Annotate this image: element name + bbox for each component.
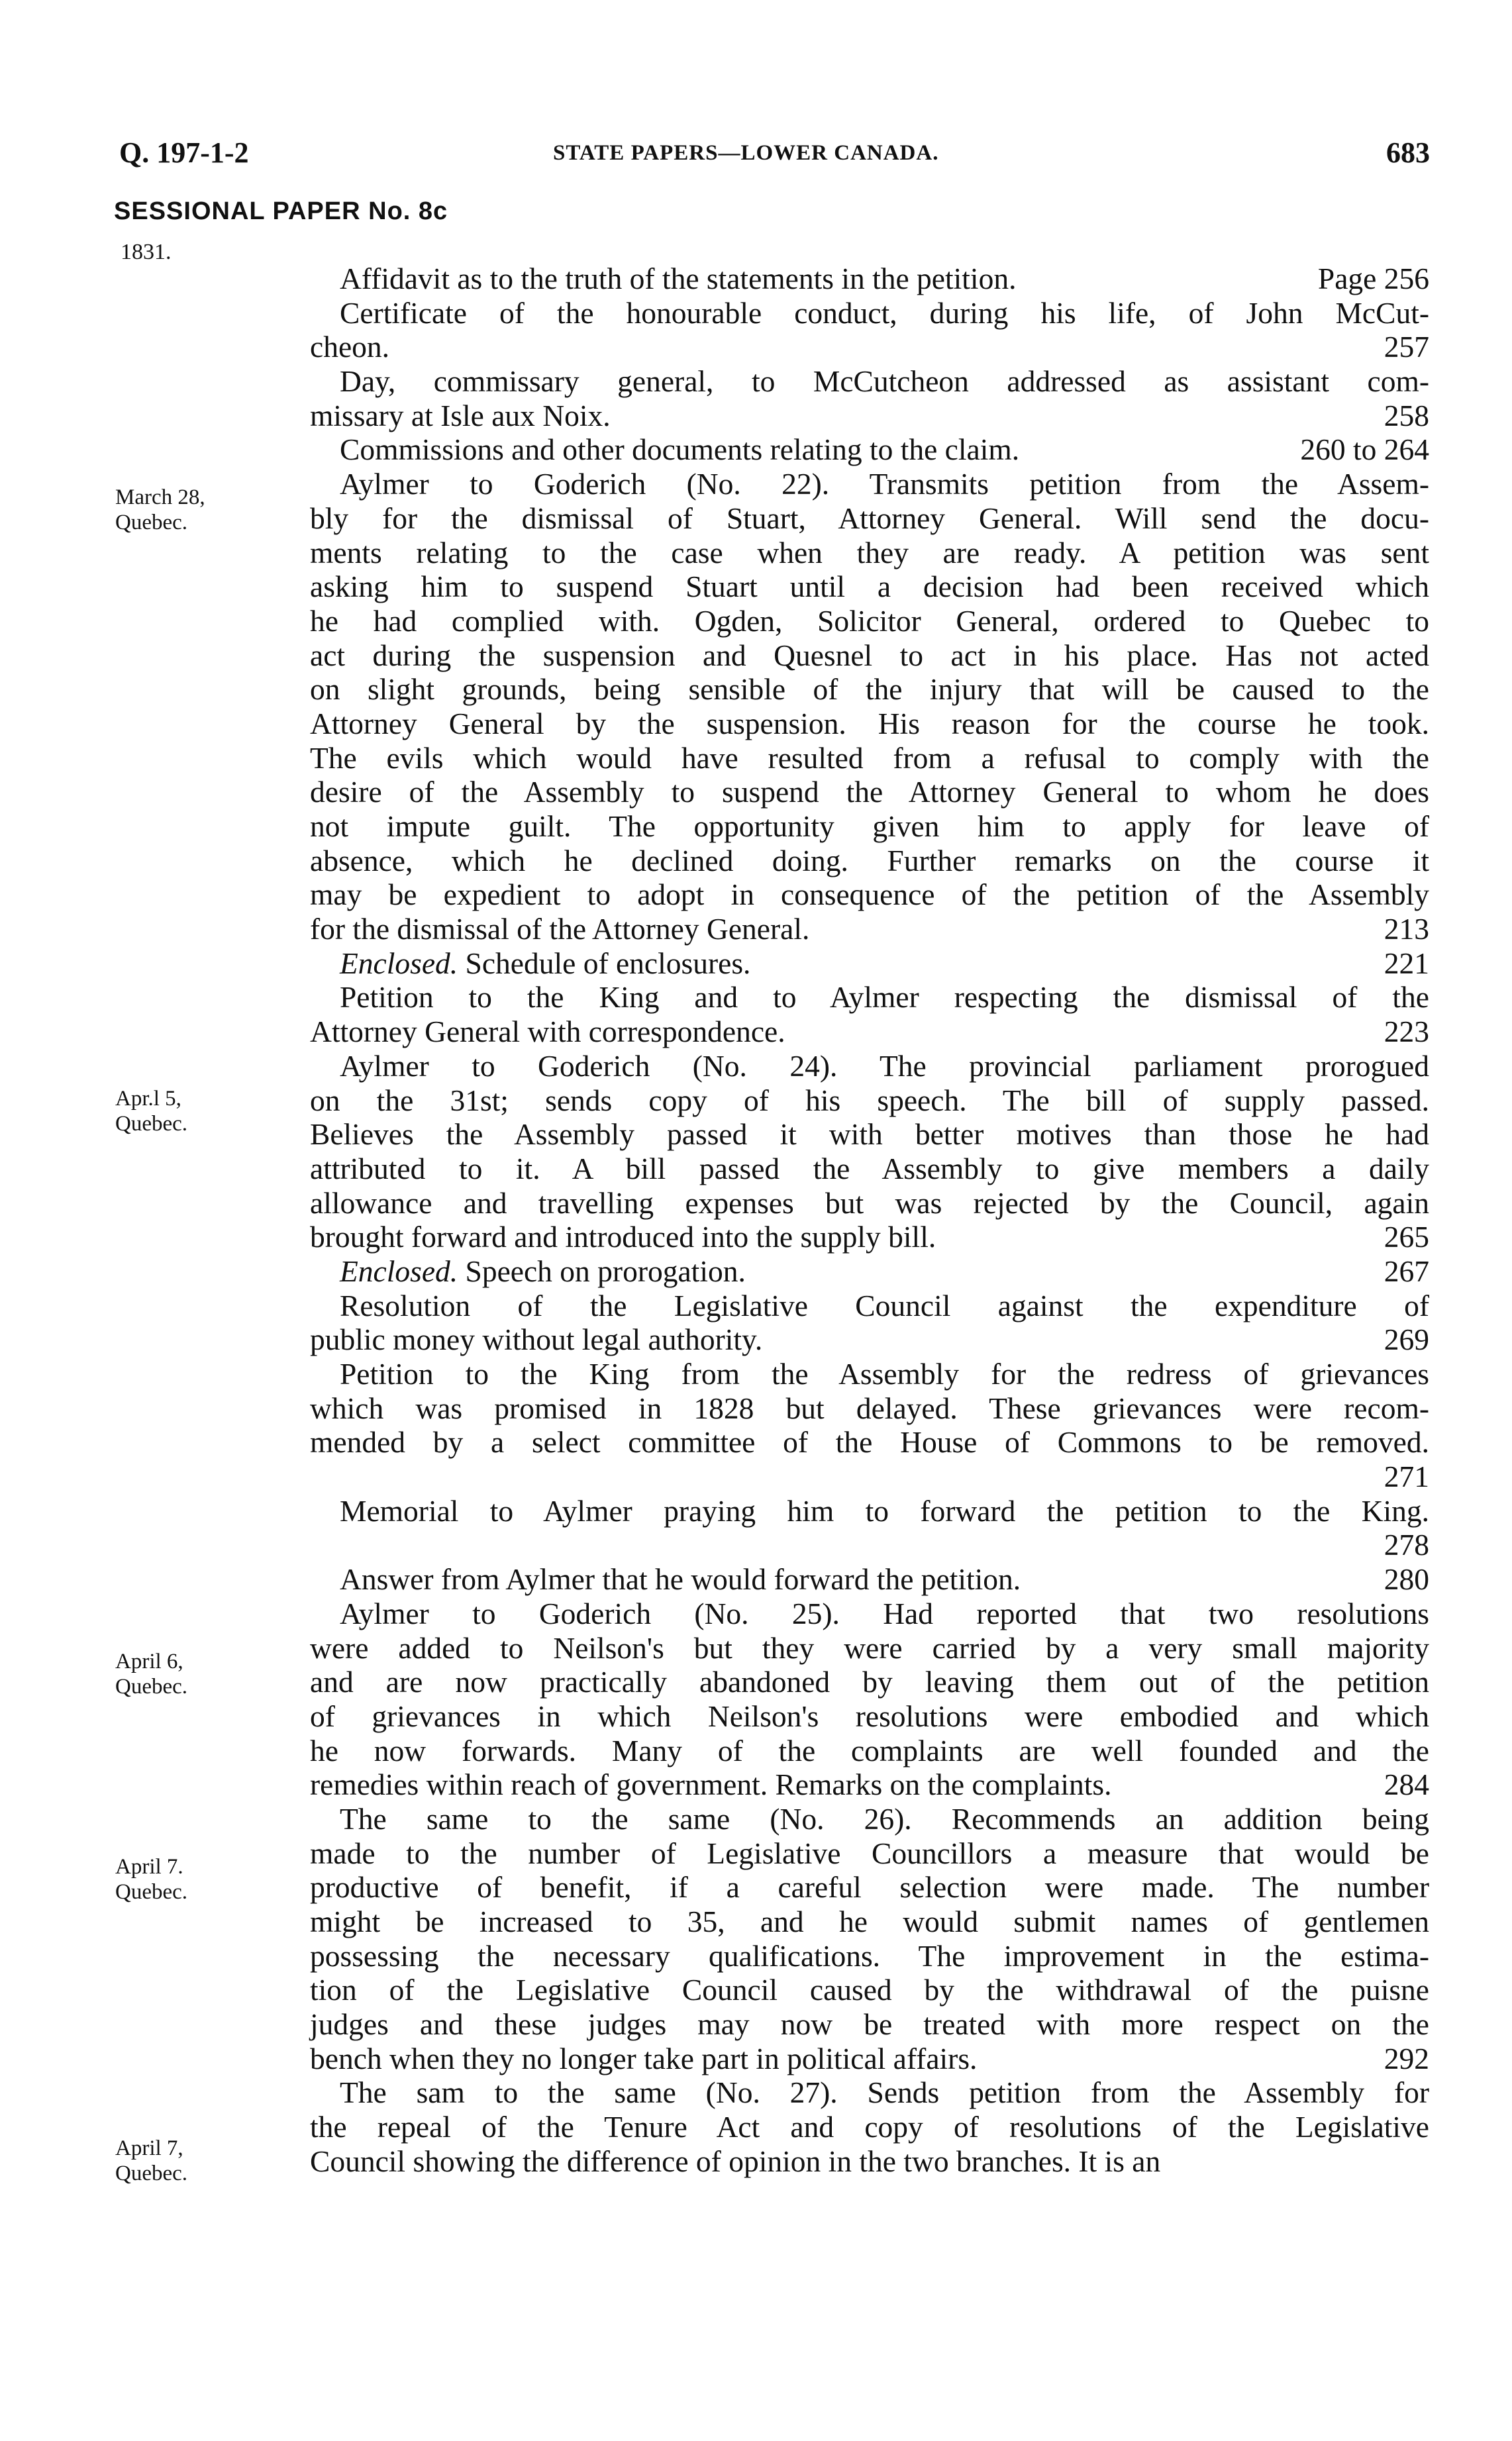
text-line — [310, 1494, 1429, 1528]
page-reference: 278 — [1384, 1528, 1429, 1562]
text-line — [310, 2075, 1429, 2110]
line-text: Aylmer to Goderich (No. 22). Transmits petition from the Assem- — [340, 467, 1429, 501]
text-line — [310, 1152, 1429, 1186]
margin-note-place: Quebec. — [115, 1880, 188, 1904]
text-line — [310, 570, 1429, 604]
page-reference: 260 to 264 — [1300, 432, 1429, 467]
line-text: on slight grounds, being sensible of the injury that will be caused to the — [310, 672, 1429, 707]
text-line — [310, 1322, 1429, 1357]
margin-note — [115, 1649, 234, 1699]
text-line — [310, 2144, 1429, 2179]
line-text: Certificate of the honourable conduct, during his life, of John McCut- — [340, 295, 1429, 330]
text-line — [310, 2042, 1429, 2076]
line-text: public money without legal authority. — [310, 1322, 763, 1357]
line-text: tion of the Legislative Council caused by the withdrawal of the puisne — [310, 1973, 1429, 2007]
margin-note-date: Apr.l 5, — [115, 1087, 181, 1111]
line-text: The sam to the same (No. 27). Sends petition from the Assembly for — [340, 2075, 1429, 2110]
page-reference: 269 — [1384, 1322, 1429, 1357]
line-text: Council showing the difference of opinion in the two branches. It is an — [310, 2144, 1161, 2178]
line-text: ments relating to the case when they are ready. A petition was sent — [310, 535, 1429, 570]
line-text: he now forwards. Many of the complaints are well founded and the — [310, 1733, 1429, 1768]
margin-note — [115, 485, 234, 535]
page-reference: 267 — [1384, 1254, 1429, 1288]
line-text: absence, which he declined doing. Further remarks on the course it — [310, 843, 1429, 877]
margin-note-date: April 7. — [115, 1855, 183, 1879]
text-line — [310, 330, 1429, 364]
text-line — [310, 1905, 1429, 1939]
line-text: for the dismissal of the Attorney General. — [310, 912, 810, 946]
text-line — [310, 364, 1429, 399]
line-text: on the 31st; sends copy of his speech. The bill of supply passed. — [310, 1083, 1429, 1117]
page-reference: 213 — [1384, 912, 1429, 946]
line-text: not impute guilt. The opportunity given him to apply for leave of — [310, 809, 1429, 843]
line-text: Petition to the King from the Assembly for the redress of grievances — [340, 1357, 1429, 1391]
running-title: STATE PAPERS—LOWER CANADA. — [553, 141, 939, 165]
margin-note-place: Quebec. — [115, 1112, 188, 1136]
margin-note-place: Quebec. — [115, 2162, 188, 2185]
line-text: bly for the dismissal of Stuart, Attorney General. Will send the docu- — [310, 501, 1429, 535]
line-text: might be increased to 35, and he would submit names of gentlemen — [310, 1905, 1429, 1938]
text-line — [310, 1870, 1429, 1905]
sessional-paper-label: SESSIONAL PAPER No. 8c — [114, 197, 448, 225]
line-text: Petition to the King and to Aylmer respecting the dismissal of the — [340, 980, 1429, 1015]
year-label: 1831. — [121, 240, 172, 264]
line-text: the repeal of the Tenure Act and copy of resolutions of the Legislative — [310, 2110, 1429, 2144]
line-text: he had complied with. Ogden, Solicitor General, ordered to Quebec to — [310, 603, 1429, 638]
text-line — [310, 1254, 1429, 1289]
margin-note-date: April 6, — [115, 1650, 183, 1673]
running-head — [0, 136, 1512, 175]
text-line — [310, 912, 1429, 946]
line-text: bench when they no longer take part in political affairs. — [310, 2041, 978, 2075]
line-text: allowance and travelling expenses but was rejected by the Council, again — [310, 1185, 1429, 1220]
line-text: Resolution of the Legislative Council against the expenditure of — [340, 1288, 1429, 1322]
page-reference: 221 — [1384, 946, 1429, 980]
line-text: act during the suspension and Quesnel to act in his place. Has not acted — [310, 638, 1429, 672]
page-reference: 292 — [1384, 2041, 1429, 2075]
text-line — [310, 1528, 1429, 1562]
page-reference: 265 — [1384, 1220, 1429, 1254]
page-number: 683 — [1386, 136, 1430, 169]
line-text: brought forward and introduced into the supply bill. — [310, 1220, 936, 1254]
text-line — [310, 1631, 1429, 1666]
text-line — [310, 946, 1429, 981]
page-reference: 271 — [1384, 1460, 1429, 1494]
margin-note-date: March 28, — [115, 485, 205, 509]
text-line — [310, 604, 1429, 638]
text-line — [310, 432, 1429, 467]
text-line — [310, 775, 1429, 809]
text-line — [310, 638, 1429, 673]
enclosed-label: Enclosed. — [340, 1254, 458, 1288]
margin-note — [115, 2136, 234, 2186]
text-line — [310, 844, 1429, 878]
line-text: The evils which would have resulted from a refusal to comply with the — [310, 740, 1429, 775]
text-line — [310, 1460, 1429, 1494]
line-text: Aylmer to Goderich (No. 25). Had reported that two resolutions — [340, 1596, 1429, 1630]
line-text: and are now practically abandoned by leaving them out of the petition — [310, 1665, 1429, 1699]
text-line — [310, 1015, 1429, 1049]
enclosed-label: Enclosed. — [340, 946, 458, 980]
page-reference: 258 — [1384, 398, 1429, 432]
page-reference: Page 256 — [1317, 262, 1429, 295]
line-text: Attorney General by the suspension. His reason for the course he took. — [310, 706, 1429, 740]
line-text: The same to the same (No. 26). Recommends an addition being — [340, 1801, 1429, 1836]
margin-note-place: Quebec. — [115, 1675, 188, 1699]
text-line — [310, 2007, 1429, 2042]
body-text — [310, 262, 1429, 2179]
text-line — [310, 467, 1429, 501]
page-reference: 284 — [1384, 1768, 1429, 1802]
text-line — [310, 1562, 1429, 1597]
text-line — [310, 980, 1429, 1015]
line-body: Schedule of enclosures. — [465, 946, 751, 980]
text-line — [310, 1049, 1429, 1083]
line-text: Commissions and other documents relating to the claim. — [340, 432, 1020, 467]
text-line — [310, 536, 1429, 570]
page-reference: 257 — [1384, 330, 1429, 364]
text-line — [310, 877, 1429, 912]
line-text: remedies within reach of government. Remarks on the complaints. — [310, 1768, 1112, 1802]
text-line — [310, 1939, 1429, 1973]
margin-note — [115, 1854, 234, 1905]
line-text: missary at Isle aux Noix. — [310, 398, 611, 432]
line-text: possessing the necessary qualifications. The improvement in the estima- — [310, 1938, 1429, 1973]
text-line — [310, 1973, 1429, 2007]
text-line — [310, 1186, 1429, 1220]
line-text: Aylmer to Goderich (No. 24). The provincial parliament prorogued — [340, 1048, 1429, 1083]
line-text: Attorney General with correspondence. — [310, 1015, 785, 1049]
text-line — [310, 1836, 1429, 1871]
text-line — [310, 707, 1429, 741]
text-line — [310, 1117, 1429, 1152]
line-text: asking him to suspend Stuart until a decision had been received which — [310, 570, 1429, 604]
text-line — [310, 1665, 1429, 1699]
text-line — [310, 2110, 1429, 2144]
page-reference: 280 — [1384, 1562, 1429, 1597]
line-text — [340, 946, 750, 981]
text-line — [310, 672, 1429, 707]
line-text — [340, 1254, 746, 1289]
text-line — [310, 809, 1429, 844]
line-text: cheon. — [310, 330, 390, 364]
line-body: Speech on prorogation. — [465, 1254, 746, 1288]
line-text: attributed to it. A bill passed the Assembly to give members a daily — [310, 1151, 1429, 1185]
text-line — [310, 1425, 1429, 1460]
text-line — [310, 296, 1429, 330]
line-text: were added to Neilson's but they were carried by a very small majority — [310, 1630, 1429, 1665]
text-line — [310, 1597, 1429, 1631]
line-text: of grievances in which Neilson's resolutions were embodied and which — [310, 1699, 1429, 1733]
page-reference: 223 — [1384, 1015, 1429, 1049]
archive-reference: Q. 197-1-2 — [119, 136, 249, 169]
text-line — [310, 501, 1429, 536]
line-text: desire of the Assembly to suspend the Attorney General to whom he does — [310, 775, 1429, 809]
text-line — [310, 741, 1429, 775]
line-text: Answer from Aylmer that he would forward the petition. — [340, 1562, 1021, 1597]
text-line — [310, 1699, 1429, 1734]
text-line — [310, 1357, 1429, 1391]
text-line — [310, 1289, 1429, 1323]
line-text: productive of benefit, if a careful selection were made. The number — [310, 1870, 1429, 1905]
line-text: mended by a select committee of the House of Commons to be removed. — [310, 1425, 1429, 1460]
text-line — [310, 1734, 1429, 1768]
line-text: made to the number of Legislative Councillors a measure that would be — [310, 1836, 1429, 1870]
text-line — [310, 1768, 1429, 1802]
margin-note — [115, 1086, 234, 1136]
text-line — [310, 1220, 1429, 1254]
margin-note-date: April 7, — [115, 2136, 183, 2160]
text-line — [310, 399, 1429, 433]
line-text: may be expedient to adopt in consequence of the petition of the Assembly — [310, 877, 1429, 912]
text-line — [310, 1391, 1429, 1426]
line-text: which was promised in 1828 but delayed. These grievances were recom- — [310, 1391, 1429, 1425]
line-text: judges and these judges may now be treated with more respect on the — [310, 2007, 1429, 2042]
line-text: Believes the Assembly passed it with better motives than those he had — [310, 1117, 1429, 1152]
text-line — [310, 1083, 1429, 1118]
line-text: Day, commissary general, to McCutcheon addressed as assistant com- — [340, 364, 1429, 399]
text-line — [310, 262, 1429, 296]
margin-note-place: Quebec. — [115, 511, 188, 534]
line-text: Memorial to Aylmer praying him to forward the petition to the King. — [340, 1493, 1429, 1528]
text-line — [310, 1802, 1429, 1836]
line-text: Affidavit as to the truth of the statements in the petition. — [340, 262, 1017, 295]
